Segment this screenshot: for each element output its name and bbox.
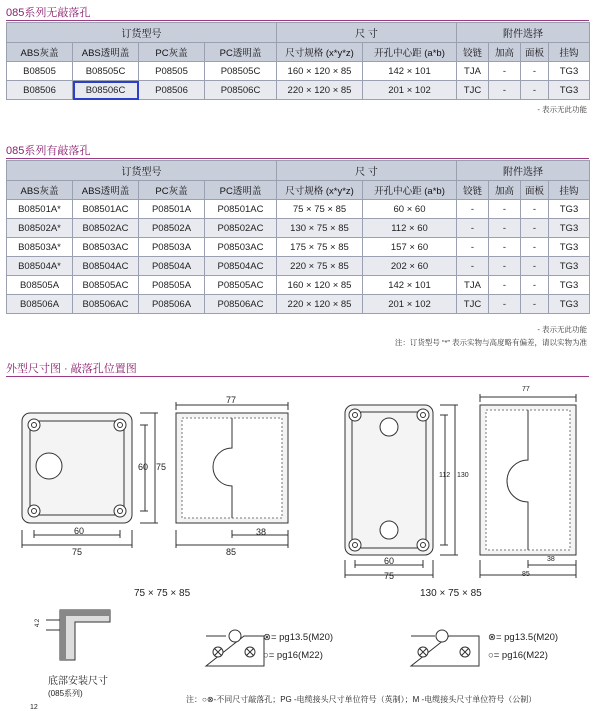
table-cell: TG3 — [549, 257, 590, 276]
col-hinge: 铰链 — [457, 181, 489, 200]
table-cell: 201 × 102 — [363, 81, 457, 100]
table-cell: TJA — [457, 62, 489, 81]
base-label: 底部安装尺寸 — [48, 676, 108, 687]
table-085-no-knockout — [6, 22, 590, 100]
table-cell: TG3 — [549, 81, 590, 100]
drawing-130-front — [345, 405, 458, 578]
table-cell: P08502A — [139, 219, 205, 238]
table-cell: P08505AC — [205, 276, 277, 295]
table-row — [7, 219, 590, 238]
table-cell: TJC — [457, 81, 489, 100]
table-cell: B08506C — [73, 81, 139, 100]
table-cell: - — [521, 200, 549, 219]
col-pc-grey: PC灰盖 — [139, 181, 205, 200]
drawing2-caption: 130 × 75 × 85 — [420, 588, 482, 599]
dim-label: 77 — [226, 395, 237, 405]
group-accessories: 附件选择 — [457, 23, 590, 43]
table-cell: - — [489, 62, 521, 81]
table-cell: TG3 — [549, 219, 590, 238]
legend2-b: ○= pg16(M22) — [488, 650, 548, 661]
table-cell: 75 × 75 × 85 — [277, 200, 363, 219]
col-panel: 面板 — [521, 181, 549, 200]
dim-label: 85 — [226, 547, 237, 557]
table-cell: P08506AC — [205, 295, 277, 314]
table-row — [7, 62, 590, 81]
table-cell: B08503AC — [73, 238, 139, 257]
table-cell: - — [489, 276, 521, 295]
table-row — [7, 238, 590, 257]
legend1-b: ○= pg16(M22) — [263, 650, 323, 661]
section2-note2: 注：订货型号 “*” 表示实物与高度略有偏差，请以实物为准 — [394, 338, 587, 347]
table-cell: 112 × 60 — [363, 219, 457, 238]
knockout-diagram-2 — [405, 622, 485, 672]
table-row — [7, 200, 590, 219]
table-cell: 202 × 60 — [363, 257, 457, 276]
table-cell: 160 × 120 × 85 — [277, 62, 363, 81]
table-cell: 175 × 75 × 85 — [277, 238, 363, 257]
table-cell: 220 × 120 × 85 — [277, 81, 363, 100]
col-abs-clear: ABS透明盖 — [73, 43, 139, 62]
table-cell: P08503A — [139, 238, 205, 257]
footnote: 注：○⊗-不同尺寸敲落孔；PG -电缆接头尺寸单位符号（英制）；M -电缆接头尺寸单位符号（公制） — [186, 695, 537, 704]
table-cell: P08502AC — [205, 219, 277, 238]
table-cell: B08506A — [7, 295, 73, 314]
dim-label: 60 — [138, 462, 149, 472]
table-row — [7, 276, 590, 295]
col-pc-clear: PC透明盖 — [205, 43, 277, 62]
table-row — [7, 257, 590, 276]
table-cell: TG3 — [549, 295, 590, 314]
table-cell: - — [521, 295, 549, 314]
table-cell: 157 × 60 — [363, 238, 457, 257]
table-cell: 220 × 75 × 85 — [277, 257, 363, 276]
col-raise: 加高 — [489, 43, 521, 62]
table-cell: P08501A — [139, 200, 205, 219]
col-abs-grey: ABS灰盖 — [7, 181, 73, 200]
col-panel: 面板 — [521, 43, 549, 62]
dim-label: 112 — [439, 472, 451, 479]
col-hinge: 铰链 — [457, 43, 489, 62]
table-cell: TG3 — [549, 276, 590, 295]
table-cell: 220 × 120 × 85 — [277, 295, 363, 314]
page-number: 12 — [30, 704, 38, 711]
group-accessories: 附件选择 — [457, 161, 590, 181]
table-cell: - — [521, 219, 549, 238]
table-cell: B08506AC — [73, 295, 139, 314]
base-mount-detail — [40, 606, 120, 662]
table-cell: - — [457, 219, 489, 238]
table-cell: - — [489, 81, 521, 100]
table-cell: 130 × 75 × 85 — [277, 219, 363, 238]
table-cell: - — [457, 257, 489, 276]
col-hole-distance: 开孔中心距 (a*b) — [363, 43, 457, 62]
table-cell: TG3 — [549, 62, 590, 81]
table-cell: P08505C — [205, 62, 277, 81]
table-cell: TG3 — [549, 238, 590, 257]
dim-label: 75 — [156, 462, 167, 472]
table-cell: B08505AC — [73, 276, 139, 295]
legend1-a: ⊗= pg13.5(M20) — [263, 632, 334, 643]
table-cell: 142 × 101 — [363, 276, 457, 295]
table-cell: B08501A* — [7, 200, 73, 219]
table-cell: 142 × 101 — [363, 62, 457, 81]
dim-label: 85 — [522, 571, 530, 578]
group-order-model: 订货型号 — [7, 161, 277, 181]
section2-title: 085系列有敲落孔 — [6, 145, 91, 157]
section1-note: - 表示无此功能 — [537, 105, 587, 114]
table-cell: P08501AC — [205, 200, 277, 219]
table-cell: B08505A — [7, 276, 73, 295]
table-cell: TG3 — [549, 200, 590, 219]
table-cell: - — [489, 238, 521, 257]
table-cell: B08506 — [7, 81, 73, 100]
drawing-75-front — [22, 413, 158, 548]
drawing-75-side — [176, 402, 288, 548]
table-row — [7, 295, 590, 314]
table-cell: B08501AC — [73, 200, 139, 219]
table-cell: TJA — [457, 276, 489, 295]
col-size: 尺寸规格 (x*y*z) — [277, 43, 363, 62]
dim-label: 38 — [256, 527, 267, 537]
table-cell: - — [521, 257, 549, 276]
section3-title: 外型尺寸图 · 敲落孔位置图 — [6, 363, 137, 375]
group-order-model: 订货型号 — [7, 23, 277, 43]
dim-label: 75 — [384, 571, 395, 581]
table-cell: B08504A* — [7, 257, 73, 276]
group-dimension: 尺 寸 — [277, 161, 457, 181]
col-raise: 加高 — [489, 181, 521, 200]
table-cell: - — [521, 62, 549, 81]
dim-label: 75 — [72, 547, 83, 557]
section1-rule — [6, 20, 589, 21]
table-cell: - — [457, 238, 489, 257]
table-cell: 160 × 120 × 85 — [277, 276, 363, 295]
table-cell: P08506 — [139, 81, 205, 100]
table-cell: B08502AC — [73, 219, 139, 238]
table-cell: P08504A — [139, 257, 205, 276]
table-cell: P08504AC — [205, 257, 277, 276]
drawing-130-side — [480, 394, 576, 578]
table-cell: - — [489, 200, 521, 219]
table-cell: P08505 — [139, 62, 205, 81]
col-hook: 挂钩 — [549, 181, 590, 200]
dim-label: 60 — [74, 526, 85, 536]
dim-label: 77 — [522, 386, 530, 393]
knockout-diagram-1 — [200, 622, 270, 672]
col-hook: 挂钩 — [549, 43, 590, 62]
table-085-with-knockout — [6, 160, 590, 314]
table-cell: B08502A* — [7, 219, 73, 238]
table-cell: - — [521, 276, 549, 295]
dim-label: 38 — [547, 556, 555, 563]
col-abs-grey: ABS灰盖 — [7, 43, 73, 62]
section2-note1: - 表示无此功能 — [537, 325, 587, 334]
table-cell: P08505A — [139, 276, 205, 295]
table-cell: P08506C — [205, 81, 277, 100]
table-cell: - — [457, 200, 489, 219]
group-dimension: 尺 寸 — [277, 23, 457, 43]
dim-label: 60 — [384, 556, 395, 566]
col-pc-clear: PC透明盖 — [205, 181, 277, 200]
table-cell: - — [521, 81, 549, 100]
outline-drawings — [0, 380, 595, 610]
table-cell: P08506A — [139, 295, 205, 314]
table-cell: - — [521, 238, 549, 257]
col-hole-distance: 开孔中心距 (a*b) — [363, 181, 457, 200]
col-pc-grey: PC灰盖 — [139, 43, 205, 62]
table-cell: 60 × 60 — [363, 200, 457, 219]
drawing1-caption: 75 × 75 × 85 — [134, 588, 191, 599]
table-cell: 201 × 102 — [363, 295, 457, 314]
table-cell: B08505C — [73, 62, 139, 81]
table-cell: P08503AC — [205, 238, 277, 257]
table-cell: TJC — [457, 295, 489, 314]
base-dim: 4.2 — [35, 618, 42, 628]
section2-rule — [6, 158, 589, 159]
col-abs-clear: ABS透明盖 — [73, 181, 139, 200]
table-cell: B08503A* — [7, 238, 73, 257]
table-cell: - — [489, 257, 521, 276]
col-size: 尺寸规格 (x*y*z) — [277, 181, 363, 200]
table-cell: B08505 — [7, 62, 73, 81]
section3-rule — [6, 376, 589, 377]
base-label-series: (085系列) — [48, 689, 83, 698]
table-cell: - — [489, 295, 521, 314]
legend2-a: ⊗= pg13.5(M20) — [488, 632, 559, 643]
table-cell: - — [489, 219, 521, 238]
table-cell: B08504AC — [73, 257, 139, 276]
section1-title: 085系列无敲落孔 — [6, 7, 91, 19]
table-row — [7, 81, 590, 100]
dim-label: 130 — [457, 472, 469, 479]
